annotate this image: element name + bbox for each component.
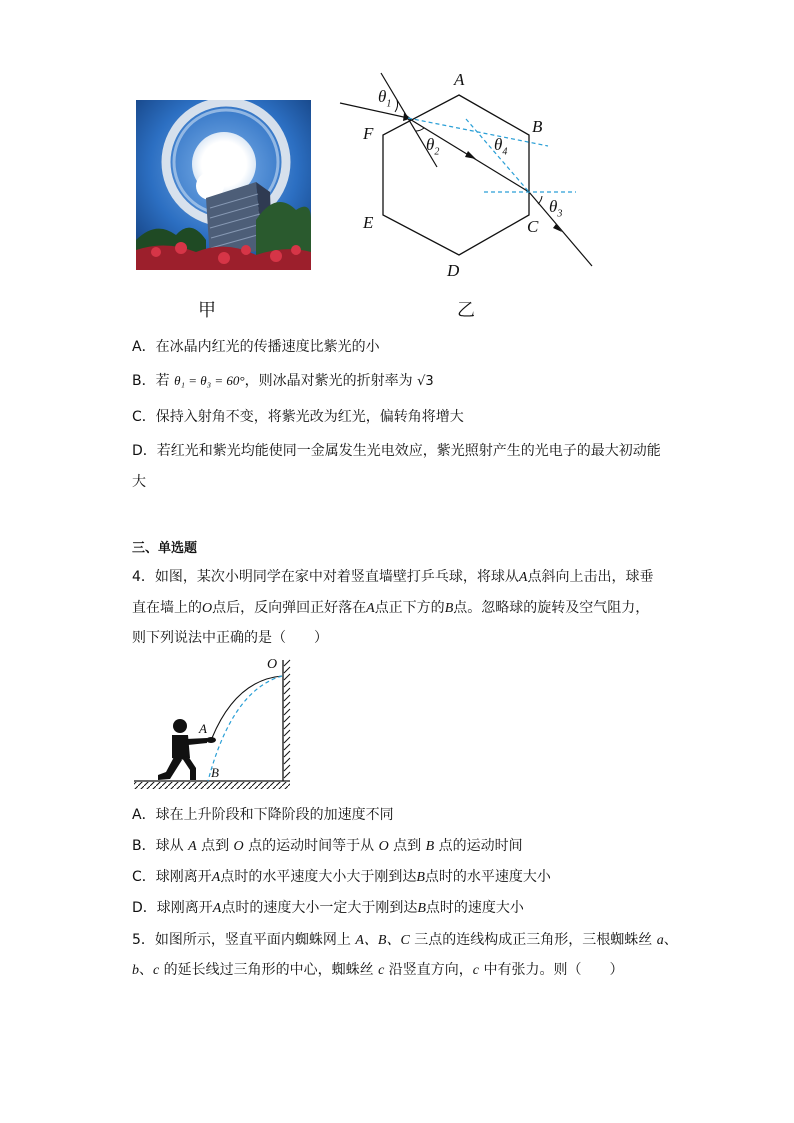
theta1-label: $\theta_1$ [378,87,392,110]
caption-yi: 乙 [457,300,475,321]
caption-jia: 甲 [198,300,216,321]
q4-option-d: D．球刚离开A点时的速度大小一定大于刚到达B点时的速度大小 [132,900,524,916]
label-A: A [454,70,465,89]
return-trajectory [208,676,282,781]
q3-option-c: C．保持入射角不变，将紫光改为红光，偏转角将增大 [132,409,464,425]
label-E: E [363,213,374,232]
q4-option-b: B．球从 A 点到 O 点的运动时间等于从 O 点到 B 点的运动时间 [132,838,523,854]
person-silhouette [158,719,216,780]
label-C: C [527,217,539,236]
halo-photo [136,100,311,270]
label-point-A: A [199,721,207,736]
theta2-label: $\theta_2$ [426,135,440,158]
label-point-B: B [211,765,219,780]
theta3-label: $\theta_3$ [549,197,563,220]
q5-stem-line1: 5．如图所示，竖直平面内蜘蛛网上 A、B、C 三点的连线构成正三角形，三根蜘蛛丝 a、 [132,932,678,948]
q4-stem-line2: 直在墙上的O点后，反向弹回正好落在A点正下方的B点。忽略球的旋转及空气阻力， [132,600,650,616]
label-B: B [532,117,543,136]
hexagon-diagram [335,65,605,275]
label-F: F [363,124,374,143]
q3-option-d-line2: 大 [132,474,146,490]
q4-stem-line3: 则下列说法中正确的是（ ） [132,630,328,646]
upward-trajectory [212,676,282,738]
theta4-label: $\theta_4$ [494,135,508,158]
q3-option-b: B．若 θ₁ = θ₃ = 60°，则冰晶对紫光的折射率为 √3 [132,373,434,389]
section-heading: 三、单选题 [132,541,198,556]
q4-option-c: C．球刚离开A点时的水平速度大小大于刚到达B点时的水平速度大小 [132,869,551,885]
q4-stem-line1: 4．如图，某次小明同学在家中对着竖直墙壁打乒乓球，将球从A点斜向上击出，球垂 [132,569,654,585]
q4-option-a: A．球在上升阶段和下降阶段的加速度不同 [132,807,394,823]
q3-option-a: A．在冰晶内红光的传播速度比紫光的小 [132,339,380,355]
q3-option-d-line1: D．若红光和紫光均能使同一金属发生光电效应，紫光照射产生的光电子的最大初动能 [132,443,661,459]
label-O: O [267,657,278,672]
label-D: D [447,261,460,280]
q5-stem-line2: b、c 的延长线过三角形的中心，蜘蛛丝 c 沿竖直方向，c 中有张力。则（ ） [132,962,624,978]
